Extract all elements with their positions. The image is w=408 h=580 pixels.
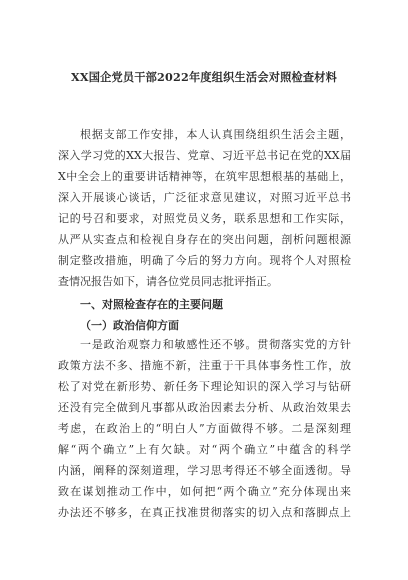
subsection-paragraph-line: 政策方法不多、措施不新，注重于干具体事务性工作，放 (58, 359, 351, 372)
intro-paragraph-line: 制定整改措施，明确了今后的努力方向。现将个人对照检 (58, 254, 351, 267)
subsection-paragraph-line: 一是政治观察力和敏感性还不够。贯彻落实党的方针 (80, 338, 351, 351)
intro-paragraph-line: 深入开展谈心谈话，广泛征求意见建议，对照习近平总书 (58, 191, 351, 204)
intro-paragraph-line: 根据支部工作安排，本人认真围绕组织生活会主题， (80, 128, 351, 141)
intro-paragraph-line: X中全会上的重要讲话精神等，在筑牢思想根基的基础上， (58, 170, 351, 183)
subsection-paragraph-line: 还没有完全做到凡事都从政治因素去分析、从政治效果去 (58, 401, 351, 414)
intro-paragraph-line: 深入学习党的XX大报告、党章、习近平总书记在党的XX届 (58, 149, 351, 162)
section-heading: 一、对照检查存在的主要问题 (80, 298, 223, 311)
subsection-paragraph-line: 致在谋划推动工作中，如何把“两个确立”充分体现出来 (58, 485, 351, 498)
subsection-paragraph-line: 松了对党在新形势、新任务下理论知识的深入学习与钻研 (58, 380, 351, 393)
subsection-paragraph-line: 考虑，在政治上的“明白人”方面做得不够。二是深刻理 (58, 422, 351, 435)
subsection-paragraph-line: 解“两个确立”上有欠缺。对“两个确立”中蕴含的科学 (58, 443, 351, 456)
subsection-paragraph-line: 内涵，阐释的深刻道理，学习思考得还不够全面透彻。导 (58, 464, 351, 477)
subsection-paragraph-line: 办法还不够多，在真正找准贯彻落实的切入点和落脚点上 (58, 506, 351, 519)
intro-paragraph-line: 从严从实查点和检视自身存在的突出问题，剖析问题根源 (58, 233, 351, 246)
document-title: XX国企党员干部2022年度组织生活会对照检查材料 (70, 70, 338, 84)
intro-paragraph-line: 查情况报告如下，请各位党员同志批评指正。 (58, 275, 278, 288)
intro-paragraph-line: 记的号召和要求，对照党员义务，联系思想和工作实际， (58, 212, 351, 225)
subsection-heading: （一）政治信仰方面 (80, 319, 179, 332)
